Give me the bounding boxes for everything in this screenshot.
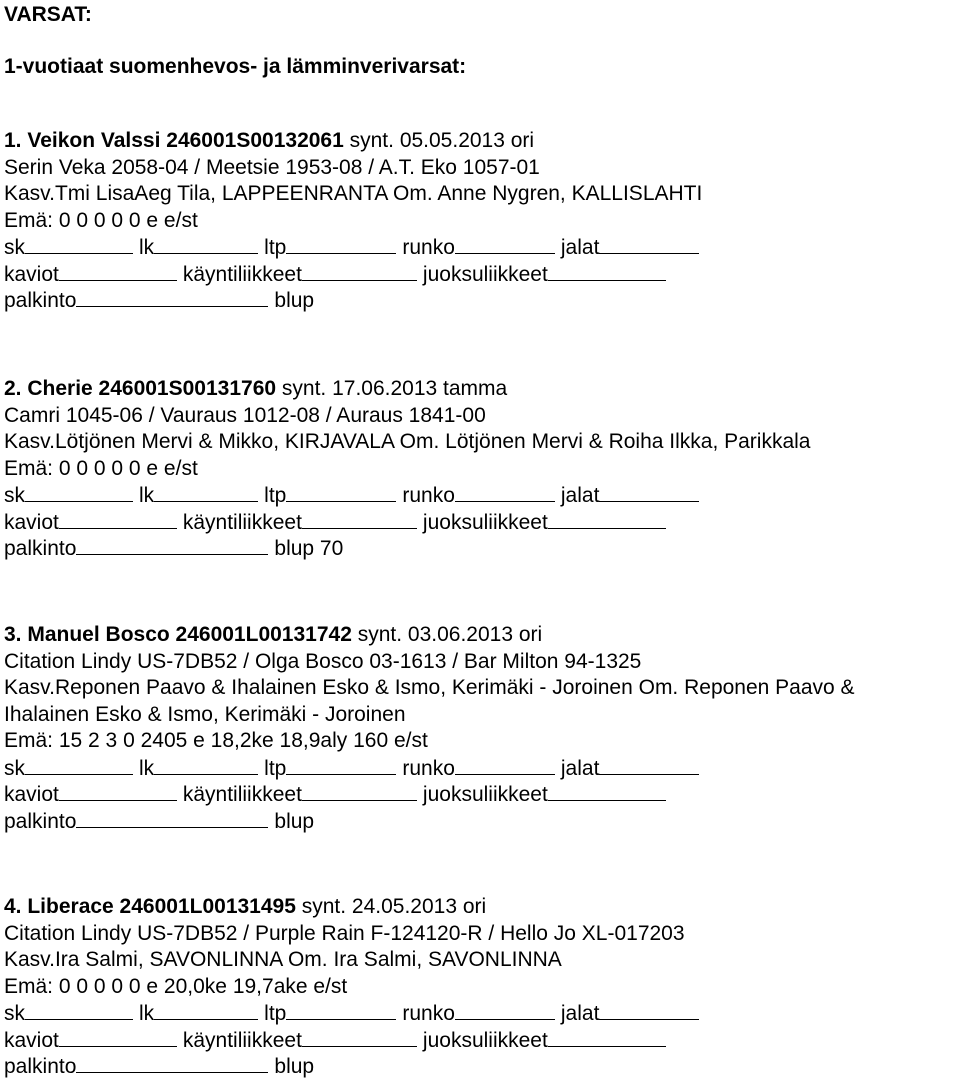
- score-row-traits: [4, 755, 699, 782]
- label-runko: runko: [402, 1002, 455, 1025]
- blank-field: [76, 535, 268, 555]
- blank-field: [59, 781, 177, 801]
- blank-field: [76, 1053, 268, 1073]
- blank-field: [286, 755, 396, 775]
- label-kayntiliikkeet: käyntiliikkeet: [182, 783, 302, 806]
- pedigree-line: Camri 1045-06 / Vauraus 1012-08 / Auraus 1841-00: [4, 403, 486, 427]
- blank-field: [548, 781, 666, 801]
- label-kaviot: kaviot: [4, 1028, 59, 1052]
- label-blup: blup: [274, 809, 315, 833]
- entry-title-line: [4, 622, 542, 648]
- score-row-movement: [4, 509, 666, 536]
- label-lk: lk: [139, 756, 155, 780]
- birth-info: synt. 03.06.2013 ori: [351, 623, 543, 646]
- label-sk: sk: [4, 1002, 25, 1025]
- label-ltp: ltp: [264, 236, 287, 259]
- blank-field: [302, 781, 417, 801]
- blank-field: [25, 234, 133, 254]
- score-row-prize: [4, 1053, 314, 1080]
- label-sk: sk: [4, 484, 25, 507]
- label-blup: blup: [274, 289, 315, 312]
- entry-title-line: [4, 128, 534, 154]
- label-runko: runko: [402, 756, 455, 780]
- label-sk: sk: [4, 236, 25, 259]
- label-kayntiliikkeet: käyntiliikkeet: [182, 510, 302, 534]
- score-row-movement: [4, 1027, 666, 1054]
- blank-field: [455, 1000, 555, 1020]
- page-heading: VARSAT:: [4, 3, 92, 26]
- blank-field: [302, 261, 417, 281]
- label-lk: lk: [139, 1002, 155, 1025]
- blank-field: [548, 509, 666, 529]
- birth-info: synt. 24.05.2013 ori: [295, 895, 487, 918]
- birth-info: synt. 17.06.2013 tamma: [276, 377, 508, 400]
- label-kayntiliikkeet: käyntiliikkeet: [182, 1028, 302, 1052]
- blank-field: [154, 1000, 258, 1020]
- blank-field: [286, 234, 396, 254]
- blank-field: [599, 234, 699, 254]
- label-palkinto: palkinto: [4, 809, 77, 833]
- blank-field: [548, 1027, 666, 1047]
- label-palkinto: palkinto: [4, 289, 77, 312]
- blank-field: [25, 1000, 133, 1020]
- label-lk: lk: [139, 484, 155, 507]
- score-row-prize: [4, 287, 314, 314]
- blank-field: [59, 1027, 177, 1047]
- score-row-traits: [4, 482, 699, 509]
- blank-field: [25, 755, 133, 775]
- label-ltp: ltp: [264, 484, 287, 507]
- horse-name: 1. Veikon Valssi 246001S00132061: [4, 129, 344, 152]
- label-kaviot: kaviot: [4, 783, 59, 806]
- label-blup: blup: [274, 1055, 315, 1078]
- breeder-owner-line: Kasv.Reponen Paavo & Ihalainen Esko & Ismo, Kerimäki - Joroinen Om. Reponen Paavo &: [4, 676, 855, 699]
- label-kaviot: kaviot: [4, 510, 59, 534]
- breeder-owner-line: Kasv.Ira Salmi, SAVONLINNA Om. Ira Salmi, SAVONLINNA: [4, 948, 562, 971]
- blank-field: [455, 755, 555, 775]
- label-kayntiliikkeet: käyntiliikkeet: [182, 262, 302, 286]
- blank-field: [59, 261, 177, 281]
- blank-field: [76, 808, 268, 828]
- dam-line: Emä: 0 0 0 0 0 e e/st: [4, 208, 198, 232]
- score-row-traits: [4, 1000, 699, 1027]
- label-juoksuliikkeet: juoksuliikkeet: [422, 783, 548, 806]
- pedigree-line: Serin Veka 2058-04 / Meetsie 1953-08 / A.T. Eko 1057-01: [4, 155, 540, 179]
- dam-line: Emä: 0 0 0 0 0 e e/st: [4, 456, 198, 480]
- blank-field: [302, 509, 417, 529]
- label-lk: lk: [139, 236, 155, 259]
- blank-field: [599, 755, 699, 775]
- blank-field: [455, 482, 555, 502]
- label-jalat: jalat: [560, 236, 600, 259]
- label-palkinto: palkinto: [4, 1055, 77, 1078]
- horse-name: 2. Cherie 246001S00131760: [4, 377, 277, 400]
- label-juoksuliikkeet: juoksuliikkeet: [422, 510, 548, 534]
- blank-field: [599, 1000, 699, 1020]
- blank-field: [286, 482, 396, 502]
- blank-field: [59, 509, 177, 529]
- breeder-owner-line: Ihalainen Esko & Ismo, Kerimäki - Joroinen: [4, 702, 406, 726]
- label-runko: runko: [402, 484, 455, 507]
- blup-value: 70: [314, 537, 344, 560]
- score-row-movement: [4, 261, 666, 288]
- breeder-owner-line: Kasv.Tmi LisaAeg Tila, LAPPEENRANTA Om. Anne Nygren, KALLISLAHTI: [4, 182, 703, 205]
- score-row-prize: [4, 535, 343, 562]
- blank-field: [302, 1027, 417, 1047]
- blank-field: [599, 482, 699, 502]
- blank-field: [76, 287, 268, 307]
- label-ltp: ltp: [264, 1002, 287, 1025]
- entry-title-line: [4, 376, 507, 402]
- label-jalat: jalat: [560, 1002, 600, 1025]
- blank-field: [286, 1000, 396, 1020]
- label-sk: sk: [4, 756, 25, 780]
- label-blup: blup: [274, 537, 315, 560]
- label-kaviot: kaviot: [4, 262, 59, 286]
- label-runko: runko: [402, 236, 455, 259]
- blank-field: [548, 261, 666, 281]
- score-row-prize: [4, 808, 314, 835]
- label-jalat: jalat: [560, 756, 600, 780]
- horse-name: 3. Manuel Bosco 246001L00131742: [4, 623, 352, 646]
- label-juoksuliikkeet: juoksuliikkeet: [422, 1028, 548, 1052]
- section-subheading: 1-vuotiaat suomenhevos- ja lämminverivarsat:: [4, 55, 467, 78]
- label-ltp: ltp: [264, 756, 287, 780]
- label-palkinto: palkinto: [4, 537, 77, 560]
- blank-field: [154, 234, 258, 254]
- score-row-movement: [4, 781, 666, 808]
- blank-field: [25, 482, 133, 502]
- pedigree-line: Citation Lindy US-7DB52 / Olga Bosco 03-1613 / Bar Milton 94-1325: [4, 649, 642, 673]
- dam-line: Emä: 0 0 0 0 0 e 20,0ke 19,7ake e/st: [4, 974, 348, 998]
- horse-name: 4. Liberace 246001L00131495: [4, 895, 296, 918]
- score-row-traits: [4, 234, 699, 261]
- blank-field: [455, 234, 555, 254]
- birth-info: synt. 05.05.2013 ori: [343, 129, 535, 152]
- blank-field: [154, 755, 258, 775]
- breeder-owner-line: Kasv.Lötjönen Mervi & Mikko, KIRJAVALA Om. Lötjönen Mervi & Roiha Ilkka, Parikkala: [4, 430, 811, 453]
- pedigree-line: Citation Lindy US-7DB52 / Purple Rain F-124120-R / Hello Jo XL-017203: [4, 921, 685, 945]
- dam-line: Emä: 15 2 3 0 2405 e 18,2ke 18,9aly 160 e/st: [4, 729, 428, 752]
- label-juoksuliikkeet: juoksuliikkeet: [422, 262, 548, 286]
- label-jalat: jalat: [560, 484, 600, 507]
- entry-title-line: [4, 894, 486, 920]
- blank-field: [154, 482, 258, 502]
